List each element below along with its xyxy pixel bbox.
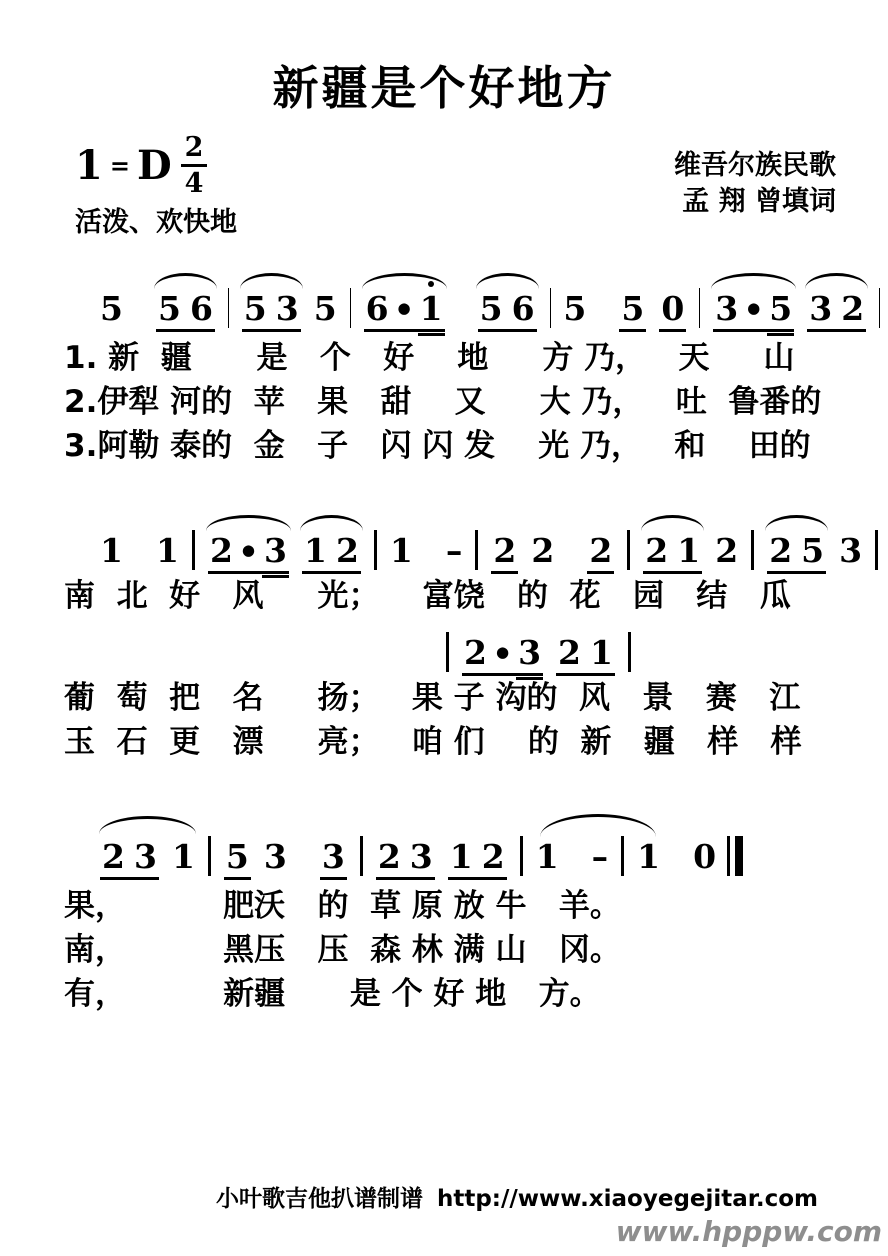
note: – xyxy=(445,531,463,571)
note: 5 xyxy=(243,289,267,328)
note: 3 xyxy=(839,531,863,571)
slur-arc xyxy=(641,515,704,531)
note: 6 xyxy=(365,289,389,328)
note: 3 xyxy=(264,534,287,567)
barline xyxy=(627,530,630,570)
note-group xyxy=(224,837,251,880)
final-barline xyxy=(727,836,743,876)
note: 3 xyxy=(518,636,541,669)
header-meta xyxy=(0,134,888,246)
octave-dot xyxy=(428,281,434,287)
lyric-line-3c: 有， 新疆 是 个 好 地 方。 xyxy=(64,976,601,1013)
note-group xyxy=(313,289,337,328)
note-group xyxy=(643,531,702,574)
note-group xyxy=(491,531,518,574)
note-group xyxy=(767,531,826,574)
song-title: 新疆是个好地方 xyxy=(272,61,616,115)
measure xyxy=(95,837,200,880)
note: 2 xyxy=(493,531,517,571)
lyric-line-verse2: 2.伊犁 河的 苹 果 甜 又 大 乃， 吐 鲁番的 xyxy=(64,384,822,421)
measure xyxy=(95,289,220,332)
note-group xyxy=(376,837,435,880)
measure xyxy=(632,837,721,877)
verse-block-3 xyxy=(0,884,888,1016)
music-line-3 xyxy=(0,798,888,880)
note: 5 xyxy=(801,531,825,571)
note-group xyxy=(302,531,361,574)
note-group xyxy=(563,289,587,328)
barline xyxy=(621,836,624,876)
ossia-measure xyxy=(0,618,888,676)
note: 3 xyxy=(809,289,833,328)
note-group xyxy=(448,837,507,880)
slur-arc xyxy=(362,273,447,289)
note: 5 xyxy=(621,289,645,328)
note-group xyxy=(263,837,287,877)
footer-credit-line xyxy=(216,1180,818,1213)
barline xyxy=(475,530,478,570)
note-group xyxy=(100,289,123,328)
barline xyxy=(446,632,449,672)
note-group xyxy=(591,837,609,877)
note: 1 xyxy=(420,292,443,325)
note: 3 xyxy=(263,837,287,877)
slur-arc xyxy=(154,273,217,289)
note: 3 xyxy=(321,837,345,877)
note-group xyxy=(535,837,559,877)
note: 1 xyxy=(535,837,559,877)
lyric-line-verse3: 3.阿勒 泰的 金 子 闪 闪 发 光 乃， 和 田的 xyxy=(64,428,811,465)
barline xyxy=(751,530,754,570)
note: 2 xyxy=(645,531,669,571)
slur-arc xyxy=(99,816,196,834)
tempo-marking: 活泼、欢快地 xyxy=(75,207,237,238)
key-signature xyxy=(75,134,207,197)
note: 2 xyxy=(209,531,233,571)
lyric-line-verse1: 1. 新 疆 是 个 好 地 方 乃， 天 山 xyxy=(64,340,795,376)
note: 2 xyxy=(841,289,865,328)
time-denominator: 4 xyxy=(184,168,204,199)
note-group xyxy=(637,837,661,877)
measure xyxy=(708,289,871,332)
note-group xyxy=(171,837,195,877)
watermark: www.hpppw.com xyxy=(615,1215,882,1248)
augmentation-dot: ● xyxy=(747,299,761,317)
music-line-1 xyxy=(0,250,888,332)
thin-bar xyxy=(727,836,730,876)
note: 5 xyxy=(313,289,337,328)
barline xyxy=(875,530,878,570)
note: – xyxy=(591,837,609,877)
note: 1 xyxy=(303,531,327,571)
note: 2 xyxy=(558,633,581,673)
note-group xyxy=(839,531,863,571)
footer-url: http://www.xiaoyegejitar.com xyxy=(436,1186,818,1212)
measure xyxy=(558,289,691,332)
measure xyxy=(638,531,743,574)
augmentation-dot: ● xyxy=(397,299,411,317)
note: 5 xyxy=(100,289,123,328)
note: 5 xyxy=(769,292,792,325)
note: 2 xyxy=(769,531,793,571)
tie-arc xyxy=(540,814,656,837)
note: 5 xyxy=(157,289,181,328)
credits xyxy=(674,148,836,221)
note-group xyxy=(320,837,347,880)
time-signature xyxy=(181,134,208,197)
note-group xyxy=(100,837,159,880)
note: 2 xyxy=(531,531,555,571)
note-group xyxy=(659,289,686,332)
verse-block-1 xyxy=(0,336,888,468)
note-group xyxy=(364,289,445,332)
barline xyxy=(360,836,363,876)
note-group xyxy=(462,633,543,676)
slur-arc xyxy=(711,273,796,289)
note-group xyxy=(156,289,215,332)
note-group xyxy=(155,531,179,571)
note: 1 xyxy=(155,531,179,571)
sixteenth-beam xyxy=(516,677,543,680)
note: 2 xyxy=(715,531,739,571)
note-group xyxy=(693,837,717,877)
note: 1 xyxy=(389,531,413,571)
note-group xyxy=(807,289,866,332)
note-group xyxy=(556,633,615,676)
rest-note: 0 xyxy=(693,837,717,877)
note: 3 xyxy=(275,289,299,328)
note-group xyxy=(208,531,289,574)
barline xyxy=(699,288,700,328)
slur-arc xyxy=(300,515,363,531)
measure xyxy=(237,289,342,332)
barline xyxy=(879,288,880,328)
slur-arc xyxy=(240,273,303,289)
slur-arc xyxy=(476,273,539,289)
key-letter: D xyxy=(136,141,172,189)
note: 2 xyxy=(589,531,613,571)
note: 5 xyxy=(563,289,587,328)
slur-arc xyxy=(206,515,291,531)
measure xyxy=(531,837,613,877)
time-numerator: 2 xyxy=(181,134,208,167)
measure xyxy=(219,837,352,880)
credit-source: 维吾尔族民歌 xyxy=(674,150,836,181)
note: 6 xyxy=(511,289,535,328)
sixteenth-beam xyxy=(767,333,794,336)
note-group xyxy=(242,289,301,332)
note: 5 xyxy=(479,289,503,328)
measure xyxy=(486,531,619,574)
barline xyxy=(374,530,377,570)
note: 2 xyxy=(335,531,359,571)
sixteenth-beam xyxy=(418,333,445,336)
rest-note: 0 xyxy=(661,289,685,328)
note: 1 xyxy=(100,531,123,571)
note: 3 xyxy=(409,837,433,877)
credit-lyricist: 孟 翔 曾填词 xyxy=(682,186,836,218)
note-group xyxy=(531,531,555,571)
measure xyxy=(762,531,867,574)
lyric-line-2b: 葡 萄 把 名 扬； 果 子 沟的 风 景 赛 江 xyxy=(64,680,801,717)
note-group xyxy=(478,289,537,332)
note: 1 xyxy=(590,633,613,673)
barline xyxy=(192,530,195,570)
slur-arc xyxy=(805,273,868,289)
thick-bar xyxy=(735,836,743,876)
note: 3 xyxy=(133,837,157,877)
barline xyxy=(628,632,631,672)
augmentation-dot: ● xyxy=(495,643,510,662)
augmentation-dot: ● xyxy=(241,541,255,560)
sixteenth-beam xyxy=(262,575,289,578)
note: 1 xyxy=(637,837,661,877)
barline xyxy=(350,288,351,328)
equals-sign: = xyxy=(109,151,130,180)
note: 6 xyxy=(189,289,213,328)
note: 2 xyxy=(481,837,505,877)
measure xyxy=(371,837,512,880)
note-group xyxy=(715,531,739,571)
measure xyxy=(457,633,620,676)
note-group xyxy=(713,289,794,332)
note: 1 xyxy=(171,837,195,877)
note: 2 xyxy=(464,633,487,673)
note-group xyxy=(100,531,123,571)
lyric-line-2a: 南 北 好 风 光； 富饶 的 花 园 结 瓜 xyxy=(64,578,791,615)
measure xyxy=(385,531,467,571)
barline xyxy=(208,836,211,876)
footer-credit: 小叶歌吉他扒谱制谱 xyxy=(215,1186,423,1212)
measure xyxy=(203,531,366,574)
note-group xyxy=(389,531,413,571)
key-numeral: 1 xyxy=(75,141,103,189)
footer xyxy=(216,1180,882,1248)
note: 5 xyxy=(225,837,249,877)
note: 2 xyxy=(102,837,125,877)
music-line-2 xyxy=(0,492,888,574)
note: 1 xyxy=(449,837,473,877)
measure xyxy=(95,531,184,571)
lyric-line-2c: 玉 石 更 漂 亮； 咱 们 的 新 疆 样 样 xyxy=(64,724,802,761)
slur-arc xyxy=(765,515,828,531)
barline xyxy=(550,288,551,328)
note: 3 xyxy=(715,289,739,328)
note-group xyxy=(619,289,646,332)
barline xyxy=(520,836,523,876)
note-group xyxy=(587,531,614,574)
note-group xyxy=(445,531,463,571)
lyric-line-3b: 南， 黑压 压 森 林 满 山 冈。 xyxy=(64,932,621,969)
measure xyxy=(359,289,542,332)
lyric-line-3a: 果， 肥沃 的 草 原 放 牛 羊。 xyxy=(64,888,621,925)
note: 1 xyxy=(677,531,701,571)
note: 2 xyxy=(377,837,401,877)
barline xyxy=(228,288,229,328)
